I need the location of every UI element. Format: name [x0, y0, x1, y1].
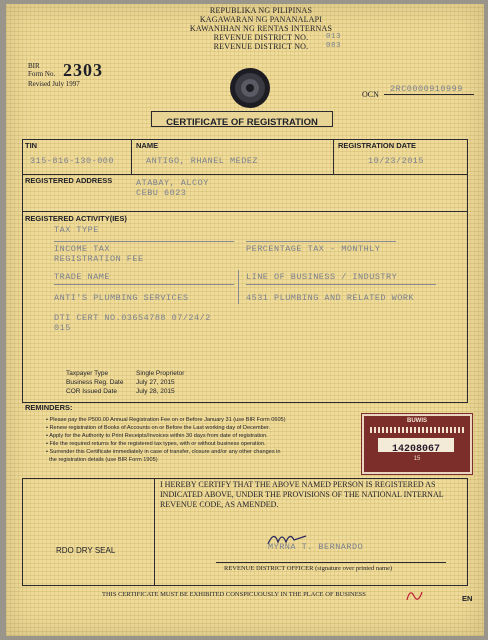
- business-reg-value: July 27, 2015: [136, 379, 175, 386]
- header-line4: REVENUE DISTRICT NO.: [213, 33, 309, 42]
- certificate-title: CERTIFICATE OF REGISTRATION: [166, 117, 318, 128]
- header-line3: KAWANIHAN NG RENTAS INTERNAS: [189, 24, 333, 33]
- signatory-title: REVENUE DISTRICT OFFICER (signature over printed name): [224, 565, 393, 572]
- address-label: REGISTERED ADDRESS: [25, 176, 113, 185]
- stamp-number-box: [378, 438, 454, 455]
- taxpayer-type-label: Taxpayer Type: [66, 370, 109, 377]
- certificate-title-box: [151, 111, 333, 127]
- rdo-number-2: 083: [326, 42, 342, 50]
- name-label: NAME: [136, 141, 159, 150]
- stamp-pattern: [370, 427, 464, 433]
- header-line1: REPUBLIKA NG PILIPINAS: [209, 6, 313, 15]
- documentary-stamp: [362, 414, 472, 474]
- reminder-item: • Please pay the P500.00 Annual Registration Fee on or Before January 31 (use BIR Form 0605): [46, 417, 286, 423]
- regdate-value: 10/23/2015: [368, 156, 425, 166]
- footer-en: EN: [462, 594, 473, 603]
- ocn-value: 2RC0000910999: [390, 84, 463, 94]
- bir-label: BIR: [28, 62, 40, 70]
- cor-issued-label: COR Issued Date: [66, 388, 117, 395]
- dti-cert-cont: 015: [54, 323, 71, 333]
- form-no-label: Form No.: [28, 70, 56, 78]
- tax-type-label: TAX TYPE: [54, 225, 99, 235]
- address-line2: CEBU 6023: [136, 188, 187, 198]
- business-reg-label: Business Reg. Date: [66, 379, 124, 386]
- line-business-value: 4531 PLUMBING AND RELATED WORK: [246, 293, 415, 303]
- trade-name-value: ANTI'S PLUMBING SERVICES: [54, 293, 189, 303]
- pen-mark-icon: [404, 586, 428, 606]
- trade-name-label: TRADE NAME: [54, 272, 111, 282]
- stamp-top-label: BUWIS: [407, 418, 427, 424]
- header-line5: REVENUE DISTRICT NO.: [213, 42, 309, 51]
- reminders-list: [46, 416, 286, 464]
- bir-seal-icon: [224, 66, 276, 110]
- form-revised: Revised July 1997: [28, 80, 80, 88]
- form-number: 2303: [63, 60, 103, 80]
- certify-statement: I HEREBY CERTIFY THAT THE ABOVE NAMED PERSON IS REGISTERED AS INDICATED ABOVE, UNDER THE PROVISIONS OF THE NATIONAL INTERNAL REVENUE CODE, AS AMENDED.: [160, 480, 444, 509]
- regdate-label: REGISTRATION DATE: [338, 141, 417, 150]
- reminder-item: • Renew registration of Books of Accounts on or Before the Last working day of December.: [46, 425, 270, 431]
- header-line2: KAGAWARAN NG PANANALAPI: [199, 15, 323, 24]
- address-line1: ATABAY, ALCOY: [136, 178, 209, 188]
- tin-value: 315-816-130-000: [30, 156, 115, 166]
- reminder-item: the registration details (use BIR Form 1905): [49, 457, 158, 463]
- rdo-dry-seal-label: RDO DRY SEAL: [56, 546, 116, 555]
- taxpayer-type-value: Single Proprietor: [136, 370, 185, 377]
- tax-item-2: REGISTRATION FEE: [54, 254, 144, 264]
- rdo-number-1: 013: [326, 33, 342, 41]
- name-value: ANTIGO, RHANEL MEDEZ: [146, 156, 259, 166]
- stamp-sub: 15: [413, 456, 421, 462]
- tax-item-1: INCOME TAX: [54, 244, 111, 254]
- reminder-item: • Apply for the Authority to Print Receipts/Invoices within 30 days from date of registration.: [46, 433, 268, 439]
- certificate-document: [6, 4, 484, 636]
- cor-issued-value: July 28, 2015: [136, 388, 175, 395]
- signatory-name: MYRNA T. BERNARDO: [268, 542, 364, 552]
- activity-label: REGISTERED ACTIVITY(IES): [25, 214, 127, 223]
- dti-cert: DTI CERT NO.03654788 07/24/2: [54, 313, 211, 323]
- reminder-item: • File the required returns for the registered tax types, with or without business operation.: [46, 441, 266, 447]
- ocn-label: OCN: [362, 90, 379, 99]
- reminders-label: REMINDERS:: [25, 403, 73, 412]
- stamp-number: 14208067: [391, 444, 440, 455]
- reminder-item: • Surrender this Certificate immediately in case of transfer, closure and/or any other changes in: [46, 449, 281, 455]
- footer-exhibit: THIS CERTIFICATE MUST BE EXHIBITED CONSPICUOUSLY IN THE PLACE OF BUSINESS: [102, 591, 366, 598]
- tax-item-3: PERCENTAGE TAX - MONTHLY: [246, 244, 381, 254]
- tin-label: TIN: [25, 141, 38, 150]
- line-business-label: LINE OF BUSINESS / INDUSTRY: [246, 272, 398, 282]
